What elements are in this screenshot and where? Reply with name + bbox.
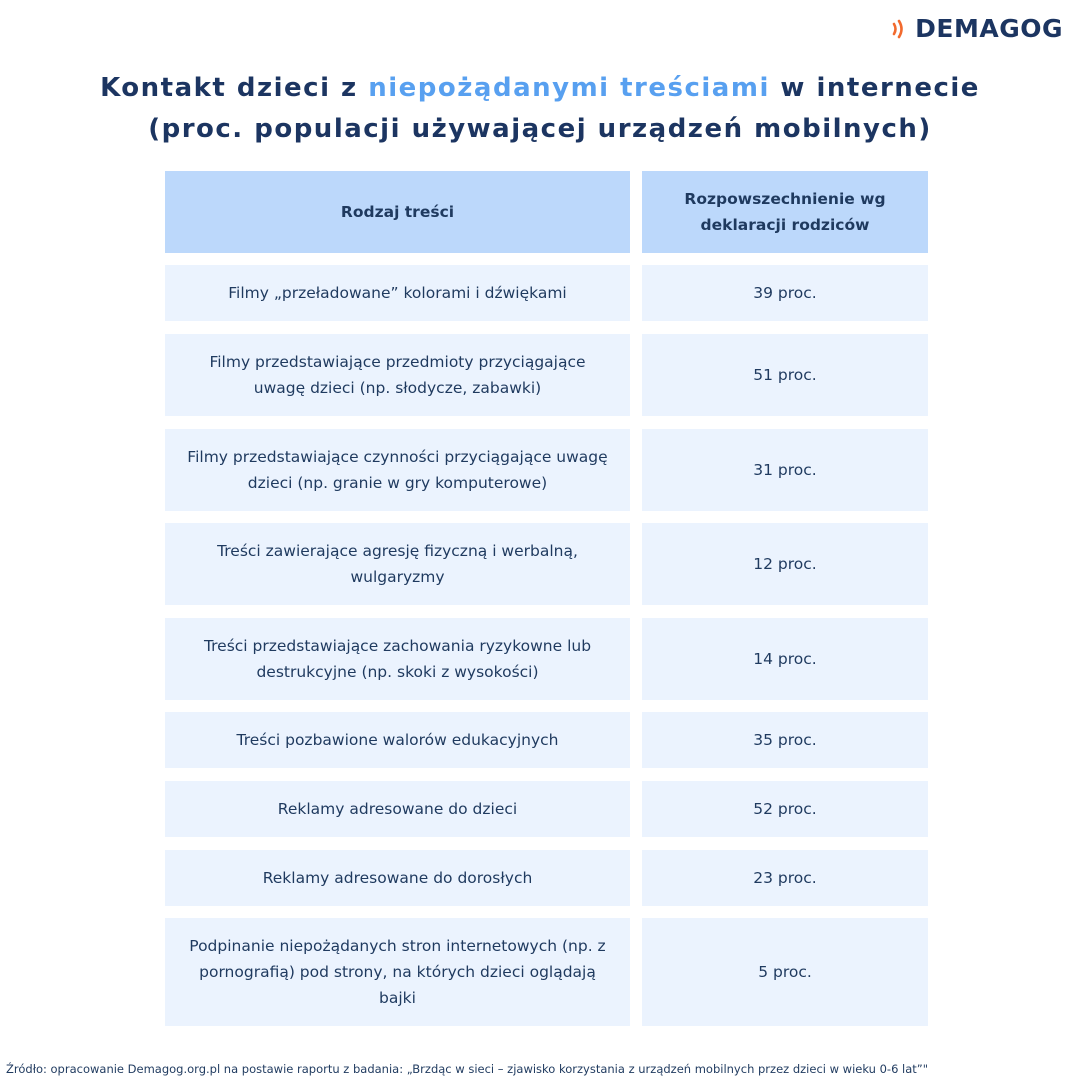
table-cell-content-type (165, 918, 630, 1026)
source-note: Źródło: opracowanie Demagog.org.pl na postawie raportu z badania: „Brzdąc w sieci – zjawisko korzystania z urządzeń mobilnych przez dzieci w wieku 0-6 lat”" (6, 1062, 929, 1076)
title-prefix: Kontakt dzieci z (100, 73, 369, 103)
logo-text: DEMAGOG (915, 14, 1063, 43)
column-header-content-type (165, 171, 630, 253)
title-suffix: w internecie (769, 73, 980, 103)
table-cell-content-type (165, 429, 630, 511)
row-label: Reklamy adresowane do dorosłych (262, 869, 533, 887)
column-header-label: Rozpowszechnienie wg deklaracji rodziców (684, 190, 886, 234)
table-cell-content-type (165, 618, 630, 700)
table-cell-prevalence (642, 712, 928, 768)
row-label: Treści zawierające agresję fizyczną i werbalną, wulgaryzmy (217, 542, 578, 586)
row-value: 51 proc. (753, 366, 817, 384)
row-value: 12 proc. (753, 555, 817, 573)
table-cell-prevalence (642, 850, 928, 906)
table-cell-content-type (165, 781, 630, 837)
row-value: 39 proc. (753, 284, 817, 302)
row-label: Filmy „przeładowane” kolorami i dźwiękami (228, 284, 567, 302)
table-cell-prevalence (642, 781, 928, 837)
row-label: Treści pozbawione walorów edukacyjnych (236, 731, 559, 749)
table-cell-prevalence (642, 523, 928, 605)
table-cell-content-type (165, 265, 630, 321)
table-cell-content-type (165, 523, 630, 605)
table-cell-content-type (165, 334, 630, 416)
table-cell-prevalence (642, 918, 928, 1026)
row-label: Treści przedstawiające zachowania ryzykowne lub destrukcyjne (np. skoki z wysokości) (203, 637, 592, 681)
sound-waves-icon (891, 16, 911, 42)
title-line-2: (proc. populacji używającej urządzeń mobilnych) (148, 114, 932, 144)
title-line-1 (0, 68, 1080, 109)
row-value: 14 proc. (753, 650, 817, 668)
row-value: 31 proc. (753, 461, 817, 479)
row-label: Filmy przedstawiające czynności przyciągające uwagę dzieci (np. granie w gry komputerowe) (187, 448, 608, 492)
table-cell-content-type (165, 712, 630, 768)
row-label: Reklamy adresowane do dzieci (277, 800, 518, 818)
demagog-logo (891, 14, 1063, 43)
column-header-label: Rodzaj treści (340, 203, 455, 221)
row-value: 35 proc. (753, 731, 817, 749)
row-value: 5 proc. (758, 963, 812, 981)
row-label: Podpinanie niepożądanych stron internetowych (np. z pornografią) pod strony, na których dzieci oglądają bajki (189, 937, 606, 1007)
column-header-prevalence (642, 171, 928, 253)
table-cell-prevalence (642, 334, 928, 416)
title-highlight: niepożądanymi treściami (368, 73, 770, 103)
table-cell-content-type (165, 850, 630, 906)
row-label: Filmy przedstawiające przedmioty przyciągające uwagę dzieci (np. słodycze, zabawki) (209, 353, 586, 397)
row-value: 52 proc. (753, 800, 817, 818)
row-value: 23 proc. (753, 869, 817, 887)
table-cell-prevalence (642, 429, 928, 511)
chart-title (0, 68, 1080, 150)
table-cell-prevalence (642, 618, 928, 700)
table-cell-prevalence (642, 265, 928, 321)
